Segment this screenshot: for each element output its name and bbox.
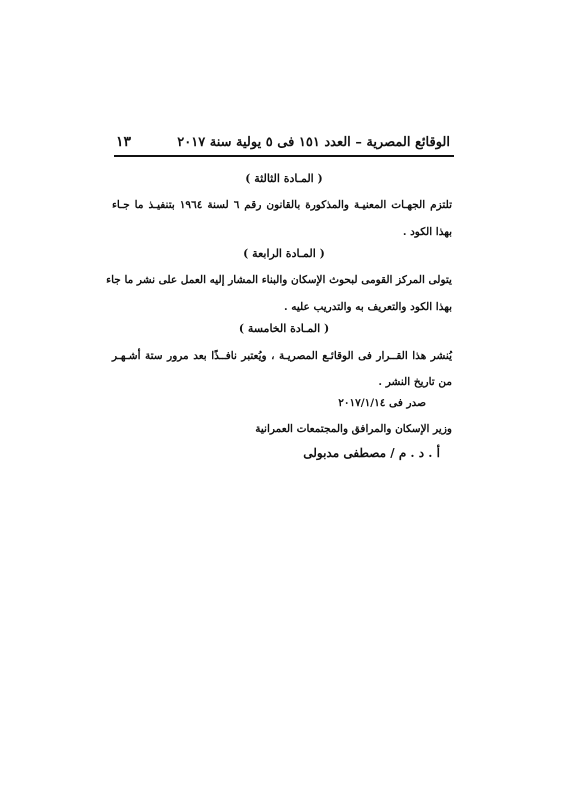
minister-signature-name: أ . د . م / مصطفى مدبولى <box>303 446 440 460</box>
issue-date: صدر فى ٢٠١٧/١/١٤ <box>338 397 426 409</box>
article-4-heading: ( المـادة الرابعة ) <box>243 247 325 260</box>
minister-title: وزير الإسكان والمرافق والمجتمعات العمرانية <box>255 423 452 435</box>
article-5-heading: ( المـادة الخامسة ) <box>238 322 330 335</box>
article-3-heading: ( المـادة الثالثة ) <box>245 172 323 185</box>
article-4-line-2: بهذا الكود والتعريف به والتدريب عليه . <box>283 301 452 313</box>
gazette-header-title: الوقائع المصرية – العدد ١٥١ فى ٥ يولية سنة ٢٠١٧ <box>177 134 450 150</box>
article-3-line-1: تلتزم الجهـات المعنيـة والمذكورة بالقانون رقم ٦ لسنة ١٩٦٤ بتنفيـذ ما جـاء <box>112 199 452 211</box>
article-5-line-1: يُنشر هذا القــرار فى الوقائـع المصريـة ، ويُعتبر نافــذًا بعد مرور ستة أشـهـر <box>112 350 452 362</box>
page-number: ١٣ <box>116 134 132 150</box>
article-5-line-2: من تاريخ النشر . <box>378 376 452 388</box>
header-rule <box>114 155 454 157</box>
article-3-line-2: بهذا الكود . <box>402 226 452 238</box>
page-header <box>116 130 450 154</box>
article-4-line-1: يتولى المركز القومى لبحوث الإسكان والبناء المشار إليه العمل على نشر ما جاء <box>106 274 452 286</box>
